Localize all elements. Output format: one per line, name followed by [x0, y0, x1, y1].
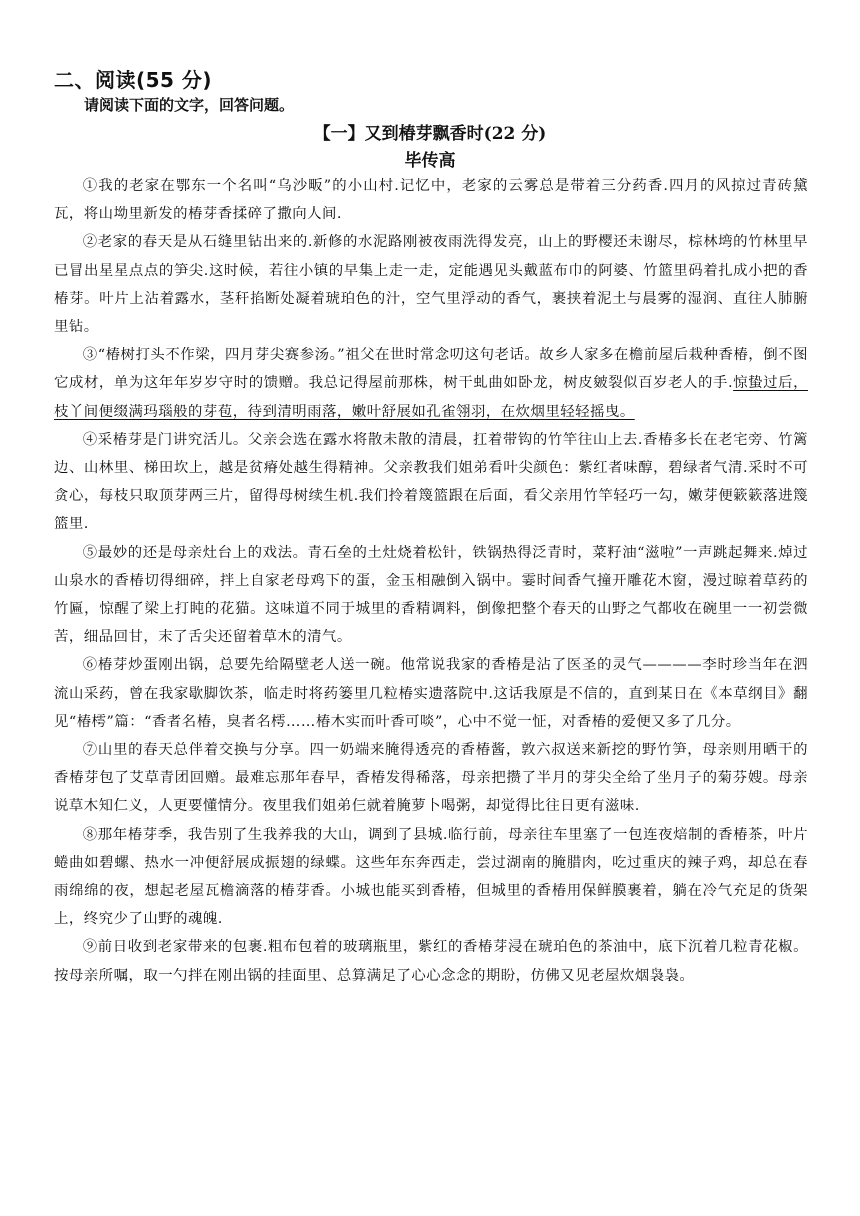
paragraph-1: ①我的老家在鄂东一个名叫“乌沙畈”的小山村.记忆中，老家的云雾总是带着三分药香.四月的风掠过青砖黛瓦，将山坳里新发的椿芽香揉碎了撒向人间. — [54, 178, 808, 223]
paragraph-6: ⑥椿芽炒蛋刚出锅，总要先给隔壁老人送一碗。他常说我家的香椿是沾了医圣的灵气————李时珍当年在泗流山采药，曾在我家歇脚饮茶，临走时将药篓里几粒椿实遗落院中.这话我原是不信的，直到某日在《本草纲目》翻见“椿樗”篇：“香者名椿，臭者名樗……椿木实而叶香可啖”，心中不觉一怔，对香椿的爱便又多了几分。 — [54, 657, 809, 730]
paragraph-3-text: ③“椿树打头不作梁，四月芽尖赛参汤。”祖父在世时常念叨这句老话。故乡人家多在檐前屋后栽种香椿，倒不图它成材，单为这年年岁岁守时的馈赠。我总记得屋前那株，树干虬曲如卧龙，树皮皴裂似百岁老人的手. — [54, 347, 808, 392]
paragraph-7: ⑦山里的春天总伴着交换与分享。四一奶端来腌得透亮的香椿酱，敦六叔送来新挖的野竹笋，母亲则用晒干的香椿芽包了艾草青团回赠。最难忘那年春早，香椿发得稀落，母亲把攒了半月的芽尖全给了坐月子的菊芬嫂。母亲说草木知仁义，人更要懂情分。夜里我们姐弟仨就着腌萝卜喝粥，却觉得比往日更有滋味. — [54, 742, 808, 815]
paragraph-5: ⑤最妙的还是母亲灶台上的戏法。青石垒的土灶烧着松针，铁锅热得泛青时，菜籽油“滋啦”一声跳起舞来.焯过山泉水的香椿切得细碎，拌上自家老母鸡下的蛋，金玉相融倒入锅中。霎时间香气撞开雕花木窗，漫过晾着草药的竹匾，惊醒了梁上打盹的花猫。这味道不同于城里的香精调料，倒像把整个春天的山野之气都收在碗里一一初尝微苦，细品回甘，末了舌尖还留着草木的清气。 — [54, 544, 808, 646]
paragraph-4: ④采椿芽是门讲究活儿。父亲会选在露水将散未散的清晨，扛着带钩的竹竿往山上去.香椿多长在老宅旁、竹篱边、山林里、梯田坎上，越是贫瘠处越生得精神。父亲教我们姐弟看叶尖颜色：紫红者味醇，碧绿者气清.采时不可贪心，每枝只取顶芽两三片，留得母树续生机.我们拎着篾篮跟在后面，看父亲用竹竿轻巧一勾，嫩芽便簌簌落进篾篮里. — [54, 431, 808, 533]
paragraph-3 — [54, 341, 808, 426]
underlined-sentence: 惊蛰过后，枝丫间便缀满玛瑙般的芽苞，待到清明雨落，嫩叶舒展如孔雀翎羽，在炊烟里轻轻摇曳。 — [54, 375, 808, 420]
article-author: 毕传高 — [404, 151, 456, 171]
reading-instruction: 请阅读下面的文字，回答问题。 — [84, 96, 295, 114]
section-heading: 二、阅读(55 分) — [54, 68, 213, 92]
paragraph-8: ⑧那年椿芽季，我告别了生我养我的大山，调到了县城.临行前，母亲往车里塞了一包连夜焙制的香椿茶，叶片蜷曲如碧螺、热水一冲便舒展成振翅的绿蝶。这些年东奔西走，尝过湖南的腌腊肉，吃过重庆的辣子鸡，却总在春雨绵绵的夜，想起老屋瓦檐滴落的椿芽香。小城也能买到香椿，但城里的香椿用保鲜膜裹着，躺在冷气充足的货架上，终究少了山野的魂魄. — [54, 826, 808, 928]
paragraph-2: ②老家的春天是从石缝里钻出来的.新修的水泥路刚被夜雨洗得发亮，山上的野樱还未谢尽，棕林塆的竹林里早已冒出星星点点的笋尖.这时候，若往小镇的早集上走一走，定能遇见头戴蓝布巾的阿婆、竹篮里码着扎成小把的香椿芽。叶片上沾着露水，茎秆掐断处凝着琥珀色的汁，空气里浮动的香气，裹挟着泥土与晨雾的湿润、直往人肺腑里钻。 — [54, 234, 808, 336]
article-title: 【一】又到椿芽飘香时(22 分) — [313, 124, 547, 144]
paragraph-9: ⑨前日收到老家带来的包裹.粗布包着的玻璃瓶里，紫红的香椿芽浸在琥珀色的茶油中，底下沉着几粒青花椒。按母亲所嘱，取一勺拌在刚出锅的挂面里、总算满足了心心念念的期盼，仿佛又见老屋炊烟袅袅。 — [54, 939, 808, 984]
article-body — [54, 172, 808, 990]
